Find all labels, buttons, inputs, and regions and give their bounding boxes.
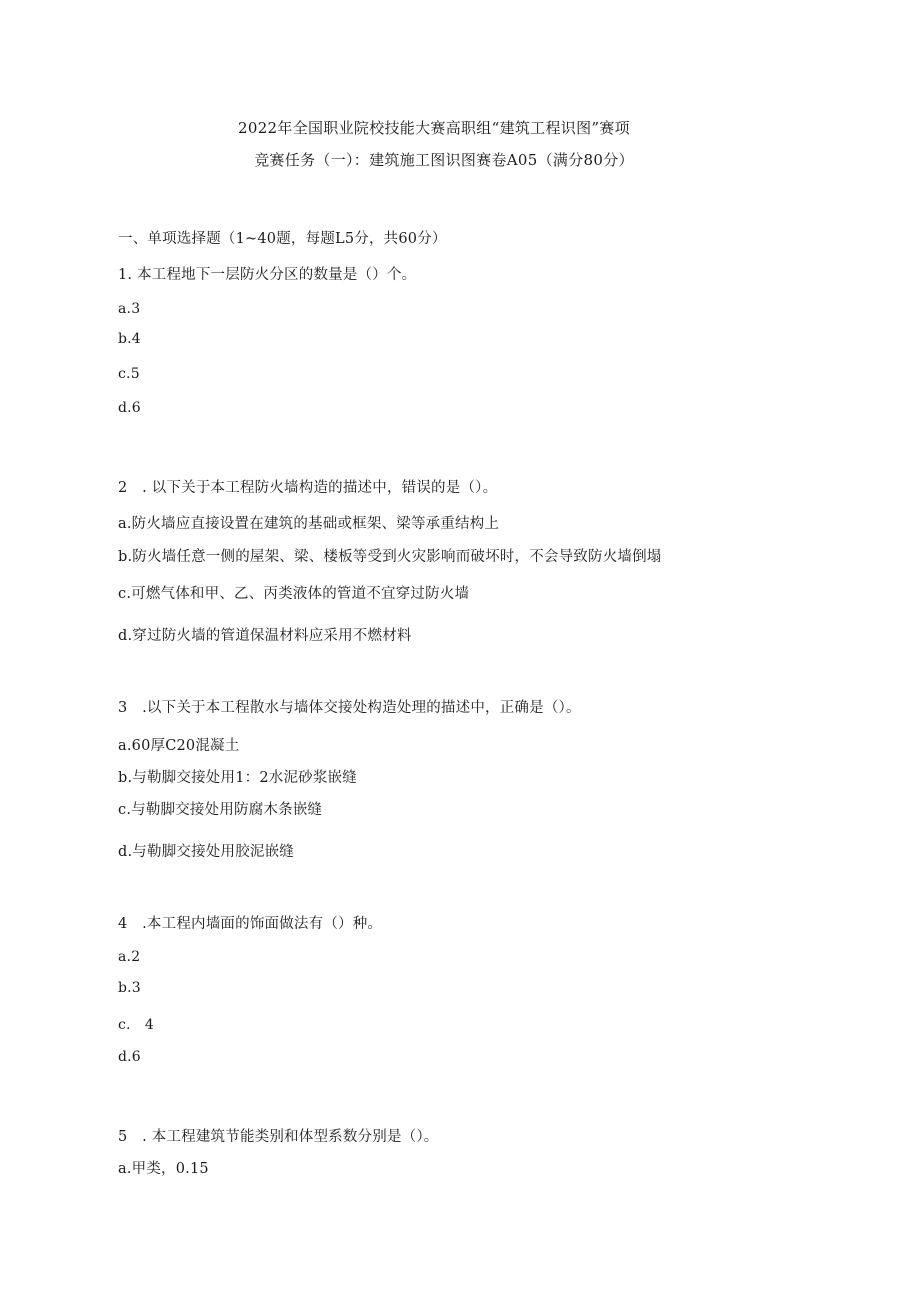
question-option: d.6 [118,400,141,416]
question-option: a.2 [118,949,141,965]
question-stem: 4 .本工程内墙面的饰面做法有（）种。 [118,916,383,932]
question-option: a.甲类，0.15 [118,1161,209,1177]
question-option: b.与勒脚交接处用1：2水泥砂浆嵌缝 [118,770,357,786]
question-option: c.5 [118,366,140,382]
question-option: d.6 [118,1049,141,1065]
question-option: d.穿过防火墙的管道保温材料应采用不燃材料 [118,628,412,644]
question-option: a.60厚C20混凝土 [118,738,240,754]
question-option: c.可燃气体和甲、乙、丙类液体的管道不宜穿过防火墙 [118,586,470,602]
section-heading: 一、单项选择题（1~40题，每题L5分，共60分） [118,231,447,247]
question-stem: 2 . 以下关于本工程防火墙构造的描述中，错误的是（）。 [118,480,498,496]
question-option: c. 4 [118,1017,154,1033]
question-option: b.4 [118,331,141,347]
question-option: d.与勒脚交接处用胶泥嵌缝 [118,844,294,860]
question-option: b.3 [118,980,141,996]
question-option: c.与勒脚交接处用防腐木条嵌缝 [118,802,323,818]
question-option: a.3 [118,301,141,317]
question-stem: 5 . 本工程建筑节能类别和体型系数分别是（）。 [118,1129,439,1145]
question-stem: 3 .以下关于本工程散水与墙体交接处构造处理的描述中，正确是（）。 [118,700,581,716]
question-option: a.防火墙应直接设置在建筑的基础或框架、梁等承重结构上 [118,516,500,532]
exam-title: 2022年全国职业院校技能大赛高职组“建筑工程识图”赛项 [238,119,630,137]
question-option: b.防火墙任意一侧的屋架、梁、楼板等受到火灾影响而破坏时，不会导致防火墙倒塌 [118,549,662,565]
exam-subtitle: 竞赛任务（一）：建筑施工图识图赛卷A05（满分80分） [254,151,634,169]
question-stem: 1. 本工程地下一层防火分区的数量是（）个。 [118,267,417,283]
